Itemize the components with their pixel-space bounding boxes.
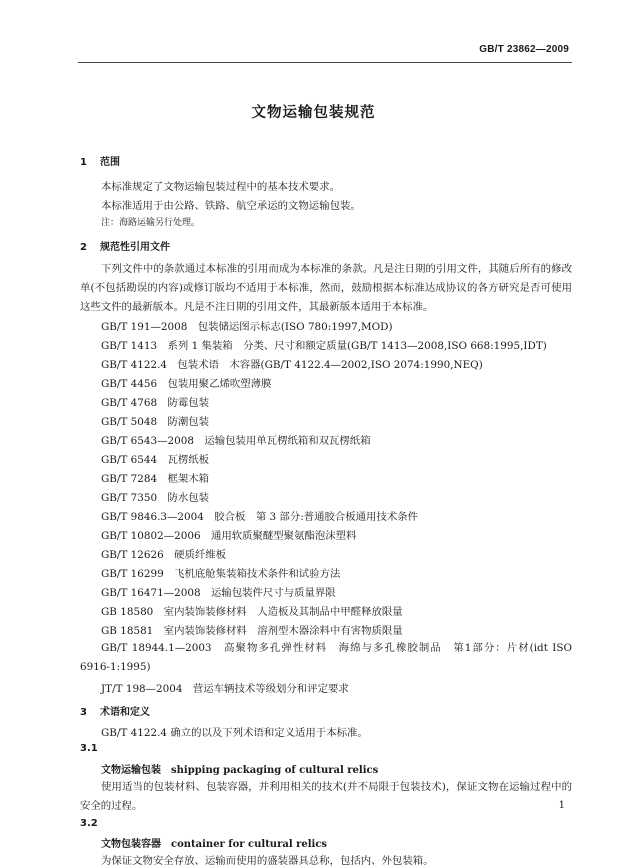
header-rule — [78, 62, 572, 63]
scope-paragraph-1: 本标准规定了文物运输包装过程中的基本技术要求。 — [101, 181, 340, 193]
reference-item: GB/T 4456 包装用聚乙烯吹塑薄膜 — [101, 378, 272, 390]
section-number: 2 — [80, 242, 87, 253]
section-1-heading — [80, 153, 120, 168]
term-definition: 使用适当的包装材料、包装容器，并利用相关的技术(并不局限于包装技术)，保证文物在运输过程中的安全的过程。 — [80, 781, 572, 813]
reference-item: GB 18580 室内装饰装修材料 人造板及其制品中甲醛释放限量 — [101, 606, 403, 618]
section-number: 3 — [80, 707, 87, 718]
normative-intro-paragraph: 下列文件中的条款通过本标准的引用而成为本标准的条款。凡是注日期的引用文件，其随后所有的修改单(不包括勘误的内容)或修订版均不适用于本标准，然而，鼓励根据本标准达成协议的各方研究是否可使用这些文件的最新版本。凡是不注日期的引用文件，其最新版本适用于本标准。 — [80, 263, 572, 314]
reference-item: GB/T 16299 飞机底舱集装箱技术条件和试验方法 — [101, 568, 341, 580]
document-title: 文物运输包装规范 — [251, 105, 376, 121]
reference-item: GB/T 10802—2006 通用软质聚醚型聚氨酯泡沫塑料 — [101, 530, 357, 542]
reference-item: GB/T 5048 防潮包装 — [101, 416, 210, 428]
term-number: 3.1 — [80, 743, 98, 754]
reference-item: GB/T 7350 防水包装 — [101, 492, 210, 504]
reference-item: GB/T 4122.4 包装术语 木容器(GB/T 4122.4—2002,ISO 2074:1990,NEQ) — [101, 359, 483, 371]
section-3-heading — [80, 703, 150, 718]
section-title: 范围 — [100, 157, 120, 168]
term-heading — [101, 761, 378, 776]
reference-item: GB/T 1413 系列 1 集装箱 分类、尺寸和额定质量(GB/T 1413—2008,ISO 668:1995,IDT) — [101, 340, 547, 352]
term-definition: 为保证文物安全存放、运输而使用的盛装器具总称，包括内、外包装箱。 — [101, 855, 434, 867]
section-title: 规范性引用文件 — [100, 242, 170, 253]
scope-paragraph-2: 本标准适用于由公路、铁路、航空承运的文物运输包装。 — [101, 200, 361, 212]
reference-item: GB/T 16471—2008 运输包装件尺寸与质量界限 — [101, 587, 336, 599]
reference-item: GB 18581 室内装饰装修材料 溶剂型木器涂料中有害物质限量 — [101, 625, 403, 637]
reference-item: GB/T 4768 防霉包装 — [101, 397, 210, 409]
reference-item: GB/T 9846.3—2004 胶合板 第 3 部分:普通胶合板通用技术条件 — [101, 511, 418, 523]
term-english: shipping packaging of cultural relics — [171, 765, 379, 776]
reference-item: GB/T 6544 瓦楞纸板 — [101, 454, 210, 466]
section-number: 1 — [80, 157, 87, 168]
page-number: 1 — [558, 800, 565, 811]
scope-note: 注：海路运输另行处理。 — [101, 218, 201, 228]
section-title: 术语和定义 — [100, 707, 150, 718]
term-number: 3.2 — [80, 818, 98, 829]
standard-number: GB/T 23862—2009 — [479, 44, 569, 55]
reference-item: GB/T 191—2008 包装储运图示标志(ISO 780:1997,MOD) — [101, 321, 393, 333]
terms-intro-paragraph: GB/T 4122.4 确立的以及下列术语和定义适用于本标准。 — [101, 727, 368, 739]
reference-item: GB/T 7284 框架木箱 — [101, 473, 210, 485]
reference-item: GB/T 6543—2008 运输包装用单瓦楞纸箱和双瓦楞纸箱 — [101, 435, 371, 447]
term-heading — [101, 835, 327, 850]
reference-item: JT/T 198—2004 营运车辆技术等级划分和评定要求 — [101, 683, 349, 695]
reference-item: GB/T 12626 硬质纤维板 — [101, 549, 227, 561]
section-2-heading — [80, 238, 170, 253]
term-chinese: 文物运输包装 — [101, 765, 161, 776]
term-english: container for cultural relics — [171, 839, 328, 850]
reference-item: GB/T 18944.1—2003 高聚物多孔弹性材料 海绵与多孔橡胶制品 第1部分：片材(idt ISO 6916-1:1995) — [80, 642, 572, 673]
term-chinese: 文物包装容器 — [101, 839, 161, 850]
